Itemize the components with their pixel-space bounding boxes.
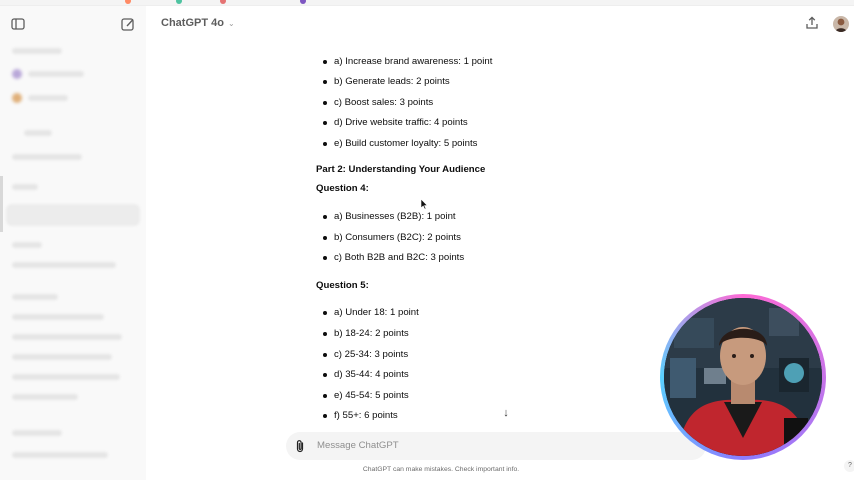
chat-header: [146, 6, 854, 42]
question-heading: Question 5:: [316, 280, 369, 291]
webcam-video: [664, 298, 822, 456]
message-composer[interactable]: [286, 432, 706, 460]
scroll-to-bottom-button[interactable]: [496, 403, 516, 423]
sidebar-resize-handle[interactable]: [0, 176, 3, 232]
sidebar: [0, 6, 146, 480]
mouse-pointer-icon: [420, 197, 428, 209]
arrow-down-icon: ↓: [503, 407, 509, 419]
webcam-overlay: [660, 294, 826, 460]
sidebar-section-label: [12, 294, 58, 300]
sidebar-item[interactable]: [28, 71, 84, 77]
sidebar-item[interactable]: [12, 354, 112, 360]
sidebar-item[interactable]: [12, 48, 62, 54]
sidebar-toggle-icon[interactable]: [10, 16, 26, 32]
sidebar-item[interactable]: [12, 374, 120, 380]
user-avatar[interactable]: [833, 16, 849, 32]
tab-favicon: [220, 0, 226, 4]
sidebar-item[interactable]: [28, 95, 68, 101]
sidebar-item[interactable]: [12, 314, 104, 320]
disclaimer-text: ChatGPT can make mistakes. Check important info.: [362, 466, 520, 473]
sidebar-section-label: [12, 242, 42, 248]
help-button[interactable]: ?: [844, 460, 854, 472]
sidebar-item-active[interactable]: [6, 204, 140, 226]
gpt-avatar: [12, 69, 22, 79]
model-name: ChatGPT 4o: [161, 17, 224, 29]
tab-favicon: [125, 0, 131, 4]
sidebar-item[interactable]: [12, 394, 78, 400]
new-chat-icon[interactable]: [120, 16, 136, 32]
tab-favicon: [176, 0, 182, 4]
sidebar-section-label: [12, 184, 38, 190]
question-heading: Question 4:: [316, 183, 369, 194]
sidebar-item[interactable]: [12, 452, 108, 458]
sidebar-item[interactable]: [12, 334, 122, 340]
sidebar-section-label: [24, 130, 52, 136]
chevron-down-icon: ⌄: [227, 18, 235, 28]
message-input[interactable]: Message ChatGPT: [317, 440, 399, 451]
sidebar-section-label: [12, 430, 62, 436]
sidebar-item[interactable]: [12, 262, 116, 268]
share-icon[interactable]: [805, 16, 819, 30]
model-selector[interactable]: [161, 17, 235, 29]
tab-favicon: [300, 0, 306, 4]
sidebar-item[interactable]: [12, 154, 82, 160]
section-heading: Part 2: Understanding Your Audience: [316, 164, 486, 175]
paperclip-icon[interactable]: [294, 439, 306, 453]
gpt-avatar: [12, 93, 22, 103]
